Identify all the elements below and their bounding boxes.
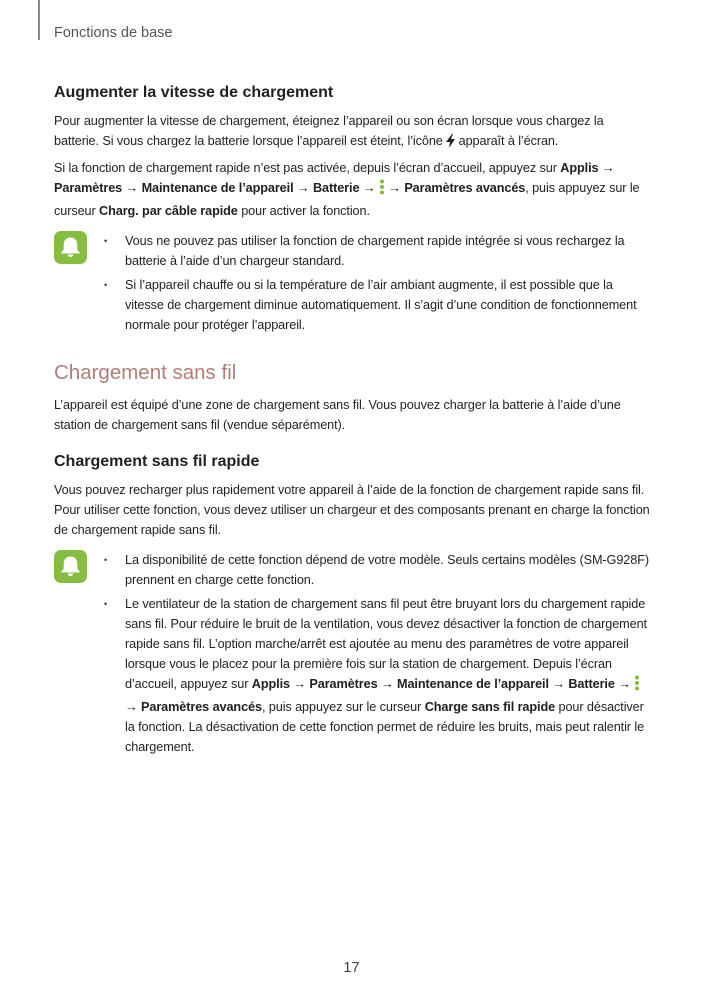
- menu-applis: Applis: [560, 161, 599, 175]
- bell-icon: [54, 231, 87, 264]
- menu-applis: Applis: [251, 677, 290, 691]
- list-item: • La disponibilité de cette fonction dépend de votre modèle. Seuls certains modèles (SM-G928F) prennent en charge cette fonction.: [104, 550, 650, 590]
- note-block-1: [54, 231, 650, 339]
- page-content: [54, 84, 650, 761]
- lightning-bolt-icon: [446, 134, 455, 154]
- heading-fast-charging-speed: Augmenter la vitesse de chargement: [54, 84, 334, 101]
- menu-parametres-avances: Paramètres avancés: [404, 181, 526, 195]
- setting-charge-sans-fil-rapide: Charge sans fil rapide: [424, 700, 556, 714]
- menu-batterie: Batterie: [568, 677, 615, 691]
- paragraph-charge-speed: Pour augmenter la vitesse de chargement, éteignez l’appareil ou son écran lorsque vous chargez la batterie. Si vous chargez la batterie lorsque l’appareil est éteint, l’icône apparaît à l’écran.: [54, 111, 650, 154]
- list-item: • Si l’appareil chauffe ou si la température de l’air ambiant augmente, il est possible que la vitesse de chargement diminue automatiquement. Il s’agit d’une condition de fonctionnement normale pour protéger l’appareil.: [104, 275, 650, 335]
- menu-parametres-avances: Paramètres avancés: [141, 700, 262, 714]
- more-options-icon: [634, 675, 640, 697]
- heading-wireless-charging: Chargement sans fil: [54, 361, 237, 384]
- menu-batterie: Batterie: [312, 181, 360, 195]
- menu-maintenance: Maintenance de l’appareil: [141, 181, 294, 195]
- paragraph-wireless-intro: L’appareil est équipé d’une zone de chargement sans fil. Vous pouvez charger la batterie à l’aide d’une station de chargement sans fil (vendue séparément).: [54, 398, 621, 432]
- header-rule: [38, 0, 40, 40]
- note-list-1: [104, 231, 650, 339]
- paragraph-fast-wireless-intro: Vous pouvez recharger plus rapidement votre appareil à l’aide de la fonction de chargement rapide sans fil. Pour utiliser cette fonction, vous devez utiliser un chargeur et des composants prenant en charge la fonction de chargement rapide sans fil.: [54, 483, 650, 537]
- menu-parametres: Paramètres: [54, 181, 123, 195]
- note-block-2: [54, 550, 650, 761]
- heading-fast-wireless-charging: Chargement sans fil rapide: [54, 453, 260, 470]
- bell-icon: [54, 550, 87, 583]
- menu-maintenance: Maintenance de l’appareil: [396, 677, 549, 691]
- menu-parametres: Paramètres: [309, 677, 378, 691]
- header-title: Fonctions de base: [54, 25, 173, 41]
- list-item: • Vous ne pouvez pas utiliser la fonction de chargement rapide intégrée si vous rechargez la batterie à l’aide d’un chargeur standard.: [104, 231, 650, 271]
- paragraph-enable-fast-charging: Si la fonction de chargement rapide n’est pas activée, depuis l’écran d’accueil, appuyez sur Applis → Paramètres → Maintenance de l’appareil → Batterie → → Paramètres avancés, puis appuyez sur le curseur Charg. par câble rapide pour activer la fonction.: [54, 161, 640, 218]
- setting-charg-cable-rapide: Charg. par câble rapide: [99, 204, 238, 218]
- page-number: 17: [343, 960, 360, 976]
- note-list-2: [104, 550, 650, 761]
- list-item: • Le ventilateur de la station de chargement sans fil peut être bruyant lors du chargement rapide sans fil. Pour réduire le bruit de la ventilation, vous devez désactiver la fonction de chargement rapide sans fil. L’option marche/arrêt est ajoutée au menu des paramètres de votre appareil lorsque vous le placez pour la première fois sur la station de chargement. Depuis l’écran d’accueil, appuyez sur Applis → Paramètres → Maintenance de l’appareil → Batterie → → Paramètres avancés, puis appuyez sur le curseur Charge sans fil rapide pour désactiver la fonction. La désactivation de cette fonction permet de réduire les bruits, mais peut ralentir le chargement.: [104, 594, 650, 757]
